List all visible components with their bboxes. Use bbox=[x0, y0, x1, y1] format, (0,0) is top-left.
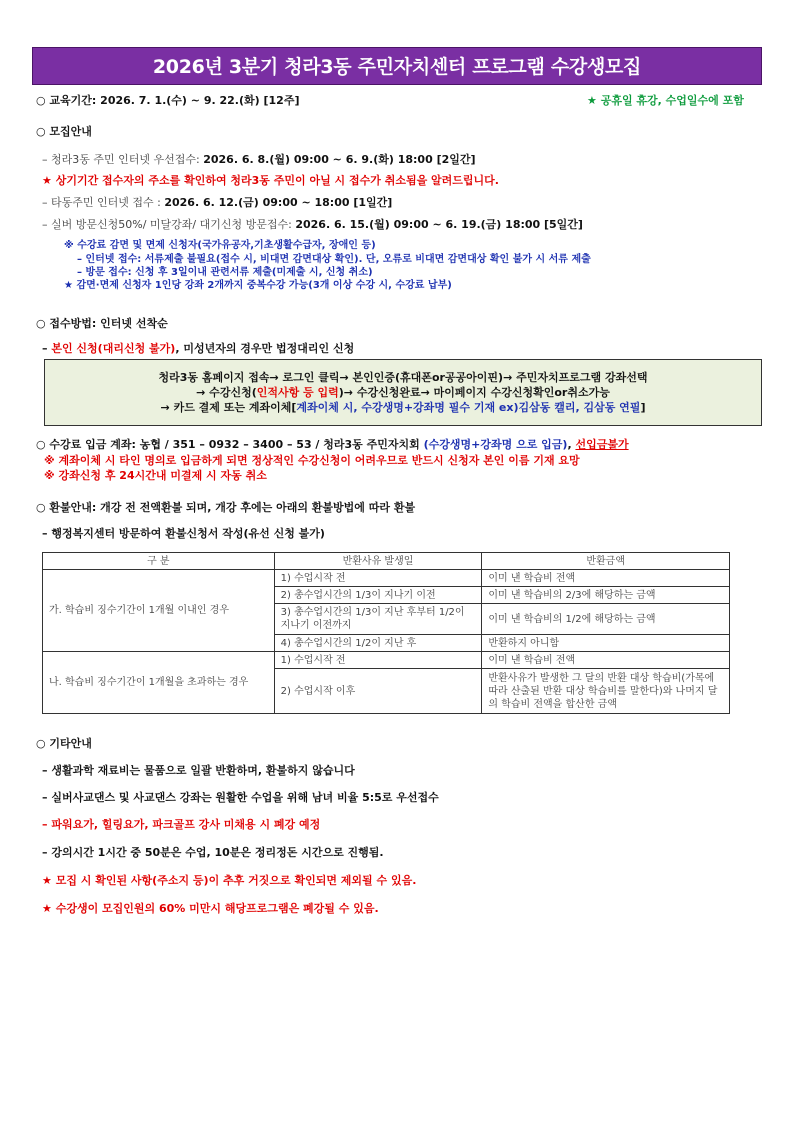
method-heading-text: ○ 접수방법: 인터넷 선착순 bbox=[36, 317, 168, 330]
refund-reason: 3) 총수업시간의 1/3이 지난 후부터 1/2이 지나기 이전까지 bbox=[274, 604, 482, 635]
refund-amount: 이미 낸 학습비의 1/2에 해당하는 금액 bbox=[482, 604, 730, 635]
refund-group-a: 가. 학습비 징수기간이 1개월 이내인 경우 bbox=[43, 570, 275, 652]
self-apply-only: 본인 신청(대리신청 불가) bbox=[51, 342, 176, 355]
comma: , bbox=[567, 438, 576, 451]
discount-note: ※ 수강료 감면 및 면제 신청자(국가유공자,기초생활수급자, 장애인 등) bbox=[64, 240, 376, 251]
apply-step-3b: ] bbox=[640, 401, 646, 414]
etc-item: ★ 모집 시 확인된 사항(주소지 등)이 추후 거짓으로 확인되면 제외될 수 있음. bbox=[42, 874, 417, 887]
education-period: ○ 교육기간: 2026. 7. 1.(수) ~ 9. 22.(화) [12주] bbox=[36, 94, 300, 107]
refund-reason: 2) 수업시작 이후 bbox=[274, 669, 482, 714]
online-discount-note: – 인터넷 접수: 서류제출 불필요(접수 시, 비대면 감면대상 확인). 단, 오류로 비대면 감면대상 확인 불가 시 서류 제출 bbox=[77, 254, 591, 265]
etc-item: – 강의시간 1시간 중 50분은 수업, 10분은 정리정돈 시간으로 진행됨. bbox=[42, 846, 384, 859]
dash: – bbox=[42, 342, 52, 355]
refund-heading: ○ 환불안내: 개강 전 전액환불 되며, 개강 후에는 아래의 환불방법에 따라 환불 bbox=[36, 501, 416, 514]
refund-amount: 반환하지 아니함 bbox=[482, 635, 730, 652]
refund-amount: 반환사유가 발생한 그 달의 반환 대상 학습비(가목에 따라 산출된 반환 대상 학습비를 말한다)와 나머지 달의 학습비 전액을 합산한 금액 bbox=[482, 669, 730, 714]
other-resident-label: – 타동주민 인터넷 접수 : bbox=[42, 196, 165, 209]
minor-guardian-note: , 미성년자의 경우만 법정대리인 신청 bbox=[175, 342, 355, 355]
recruit-heading: ○ 모집안내 bbox=[36, 125, 92, 138]
self-apply-line bbox=[42, 342, 354, 356]
visit-apply-label: – 실버 방문신청50%/ 미달강좌/ 대기신청 방문접수: bbox=[42, 218, 296, 231]
etc-item: ★ 수강생이 모집인원의 60% 미만시 해당프로그램은 폐강될 수 있음. bbox=[42, 902, 379, 915]
page-title: 2026년 3분기 청라3동 주민자치센터 프로그램 수강생모집 bbox=[152, 56, 642, 78]
payment-account: ○ 수강료 입금 계좌: 농협 / 351 – 0932 – 3400 – 53 / 청라3동 주민자치회 bbox=[36, 438, 424, 451]
apply-step-3a: → 카드 결제 또는 계좌이체[ bbox=[160, 401, 297, 414]
visit-apply-date: 2026. 6. 15.(월) 09:00 ~ 6. 19.(금) 18:00 [5일간] bbox=[295, 218, 583, 231]
no-prepay: 선입금불가 bbox=[575, 438, 629, 451]
auto-cancel-note: ※ 강좌신청 후 24시간내 미결제 시 자동 취소 bbox=[44, 469, 267, 482]
etc-item: – 생활과학 재료비는 물품으로 일괄 반환하며, 환불하지 않습니다 bbox=[42, 764, 355, 777]
apply-step-2b: )→ 수강신청완료→ 마이페이지 수강신청확인or취소가능 bbox=[338, 386, 610, 399]
table-header: 구 분 bbox=[43, 553, 275, 570]
table-header: 반환금액 bbox=[482, 553, 730, 570]
apply-steps-box bbox=[44, 359, 762, 426]
other-resident-line bbox=[42, 196, 392, 210]
etc-item: – 실버사교댄스 및 사교댄스 강좌는 원활한 수업을 위해 남녀 비율 5:5로 우선접수 bbox=[42, 791, 439, 804]
payment-account-line bbox=[36, 438, 629, 452]
apply-step-2a: → 수강신청( bbox=[196, 386, 257, 399]
apply-step-3 bbox=[45, 401, 761, 415]
etc-heading: ○ 기타안내 bbox=[36, 737, 92, 750]
title-banner bbox=[32, 47, 762, 85]
resident-online-label: – 청라3동 주민 인터넷 우선접수: bbox=[42, 153, 204, 166]
refund-amount: 이미 낸 학습비의 2/3에 해당하는 금액 bbox=[482, 587, 730, 604]
refund-reason: 1) 수업시작 전 bbox=[274, 570, 482, 587]
address-warning: ★ 상기기간 접수자의 주소를 확인하여 청라3동 주민이 아닐 시 접수가 취소됨을 알려드립니다. bbox=[42, 174, 499, 187]
deposit-name-rule: (수강생명+강좌명 으로 입금) bbox=[423, 438, 568, 451]
resident-online-line bbox=[42, 153, 476, 167]
refund-amount: 이미 낸 학습비 전액 bbox=[482, 652, 730, 669]
resident-online-date: 2026. 6. 8.(월) 09:00 ~ 6. 9.(화) 18:00 [2일간] bbox=[203, 153, 476, 166]
refund-reason: 1) 수업시작 전 bbox=[274, 652, 482, 669]
refund-reason: 2) 총수업시간의 1/3이 지나기 이전 bbox=[274, 587, 482, 604]
refund-group-b: 나. 학습비 징수기간이 1개월을 초과하는 경우 bbox=[43, 652, 275, 714]
table-row bbox=[43, 570, 730, 587]
visit-discount-note: – 방문 접수: 신청 후 3일이내 관련서류 제출(미제출 시, 신청 취소) bbox=[77, 267, 373, 278]
refund-amount: 이미 낸 학습비 전액 bbox=[482, 570, 730, 587]
other-resident-date: 2026. 6. 12.(금) 09:00 ~ 18:00 [1일간] bbox=[164, 196, 393, 209]
apply-step-2-red: 인적사항 등 입력 bbox=[256, 386, 339, 399]
apply-step-2 bbox=[45, 386, 761, 400]
refund-table bbox=[42, 552, 730, 714]
apply-step-1: 청라3동 홈페이지 접속→ 로그인 클릭→ 본인인증(휴대폰or공공아이핀)→ 주민자치프로그램 강좌선택 bbox=[158, 371, 648, 384]
etc-item: – 파워요가, 힐링요가, 파크골프 강사 미채용 시 폐강 예정 bbox=[42, 818, 321, 831]
table-header-row bbox=[43, 553, 730, 570]
table-row bbox=[43, 652, 730, 669]
duplicate-course-note: ★ 감면·면제 신청자 1인당 강좌 2개까지 중복수강 가능(3개 이상 수강 시, 수강료 납부) bbox=[64, 280, 452, 291]
table-header: 반환사유 발생일 bbox=[274, 553, 482, 570]
apply-step-3-blue: 계좌이체 시, 수강생명+강좌명 필수 기재 ex)김삼동 캘리, 김삼동 연필 bbox=[296, 401, 641, 414]
visit-apply-line bbox=[42, 218, 583, 232]
payment-name-warning: ※ 계좌이체 시 타인 명의로 입금하게 되면 정상적인 수강신청이 어려우므로 반드시 신청자 본인 이름 기재 요망 bbox=[44, 454, 580, 467]
holiday-note: ★ 공휴일 휴강, 수업일수에 포함 bbox=[587, 94, 744, 107]
refund-reason: 4) 총수업시간의 1/2이 지난 후 bbox=[274, 635, 482, 652]
refund-visit-note: – 행정복지센터 방문하여 환불신청서 작성(유선 신청 불가) bbox=[42, 527, 325, 540]
